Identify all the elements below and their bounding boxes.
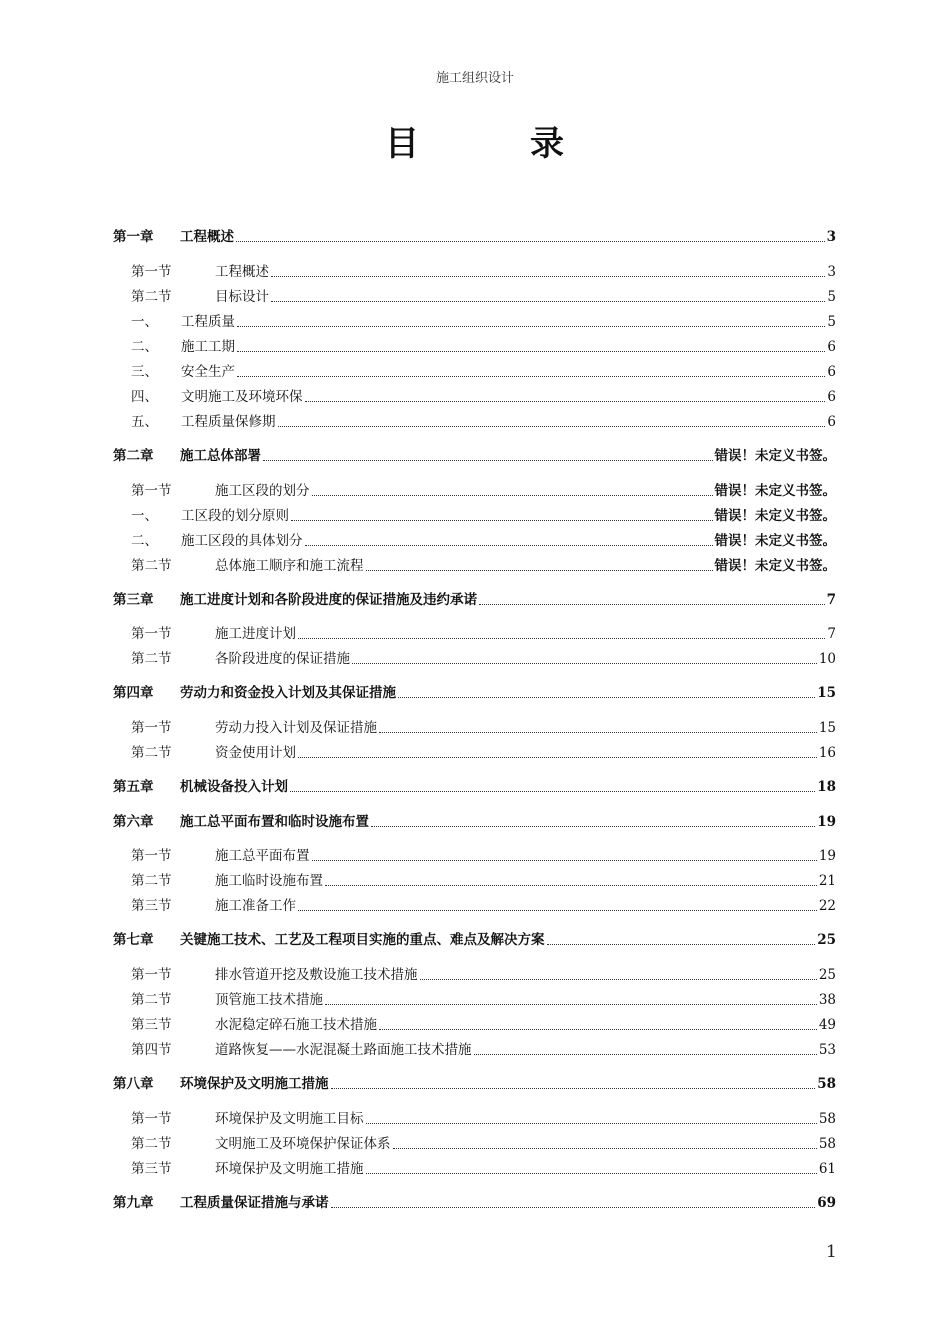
toc-chapter-row[interactable]	[113, 777, 836, 797]
toc-number: 第五章	[113, 779, 154, 795]
toc-title: 排水管道开挖及敷设施工技术措施	[215, 967, 418, 983]
toc-section-row[interactable]	[131, 846, 836, 866]
toc-number: 第一节	[131, 483, 172, 499]
toc-number: 四、	[131, 389, 158, 405]
toc-section-row[interactable]	[131, 896, 836, 916]
toc-title: 道路恢复——水泥混凝土路面施工技术措施	[215, 1042, 472, 1058]
toc-chapter-row[interactable]	[113, 590, 836, 610]
toc-section-row[interactable]	[131, 1040, 836, 1060]
toc-number: 第二节	[131, 745, 172, 761]
toc-page-number: 49	[818, 1017, 836, 1033]
toc-title: 施工总体部署	[180, 448, 261, 464]
toc-section-row[interactable]	[131, 556, 836, 576]
dot-leader	[290, 791, 815, 792]
toc-title: 文明施工及环境保护保证体系	[215, 1136, 391, 1152]
dot-leader	[366, 1123, 817, 1124]
toc-section-row[interactable]	[131, 871, 836, 891]
toc-chapter-row[interactable]	[113, 1074, 836, 1094]
toc-number: 第二节	[131, 651, 172, 667]
toc-section-row[interactable]	[131, 990, 836, 1010]
toc-chapter-row[interactable]	[113, 683, 836, 703]
toc-title: 工区段的划分原则	[181, 508, 289, 524]
toc-title: 关键施工技术、工艺及工程项目实施的重点、难点及解决方案	[180, 932, 545, 948]
toc-page-number: 18	[817, 779, 836, 795]
toc-title: 施工准备工作	[215, 898, 296, 914]
toc-number: 第九章	[113, 1195, 154, 1211]
toc-title: 施工区段的划分	[215, 483, 310, 499]
toc-title: 资金使用计划	[215, 745, 296, 761]
toc-number: 第六章	[113, 814, 154, 830]
toc-title: 工程质量保证措施与承诺	[180, 1195, 329, 1211]
toc-item-row[interactable]	[131, 387, 836, 407]
toc-page-number: 错误！未定义书签。	[714, 558, 836, 574]
toc-chapter-row[interactable]	[113, 812, 836, 832]
toc-title: 施工进度计划和各阶段进度的保证措施及违约承诺	[180, 592, 477, 608]
toc-title: 环境保护及文明施工措施	[180, 1076, 329, 1092]
dot-leader	[305, 545, 713, 546]
toc-title: 文明施工及环境环保	[181, 389, 303, 405]
dot-leader	[237, 351, 825, 352]
dot-leader	[237, 376, 825, 377]
toc-chapter-row[interactable]	[113, 930, 836, 950]
toc-title: 施工区段的具体划分	[181, 533, 303, 549]
dot-leader	[420, 979, 817, 980]
toc-page-number: 16	[818, 745, 836, 761]
toc-number: 三、	[131, 364, 158, 380]
toc-number: 一、	[131, 508, 158, 524]
toc-section-row[interactable]	[131, 1015, 836, 1035]
toc-section-row[interactable]	[131, 1109, 836, 1129]
dot-leader	[305, 401, 826, 402]
toc-number: 第一节	[131, 264, 172, 280]
dot-leader	[325, 1004, 817, 1005]
toc-section-row[interactable]	[131, 1134, 836, 1154]
dot-leader	[325, 885, 817, 886]
toc-number: 第一节	[131, 1111, 172, 1127]
dot-leader	[479, 604, 825, 605]
toc-page-number: 15	[818, 720, 836, 736]
toc-title: 施工总平面布置	[215, 848, 310, 864]
toc-title: 施工临时设施布置	[215, 873, 323, 889]
toc-title: 各阶段进度的保证措施	[215, 651, 350, 667]
toc-section-row[interactable]	[131, 262, 836, 282]
toc-number: 第三节	[131, 1017, 172, 1033]
toc-page-number: 19	[818, 848, 836, 864]
toc-page-number: 3	[827, 264, 836, 280]
toc-title: 目标设计	[215, 289, 269, 305]
dot-leader	[271, 276, 825, 277]
toc-page-number: 53	[818, 1042, 836, 1058]
toc-number: 第四章	[113, 685, 154, 701]
toc-number: 第二节	[131, 558, 172, 574]
toc-page-number: 19	[817, 814, 836, 830]
toc-title: 工程概述	[180, 229, 234, 245]
toc-page-number: 69	[817, 1195, 836, 1211]
title-char-left: 目	[385, 124, 420, 164]
toc-page-number: 7	[827, 626, 836, 642]
toc-chapter-row[interactable]	[113, 1193, 836, 1213]
toc-section-row[interactable]	[131, 718, 836, 738]
toc-page-number: 错误！未定义书签。	[714, 448, 836, 464]
dot-leader	[298, 638, 825, 639]
toc-page-number: 错误！未定义书签。	[714, 508, 836, 524]
toc-number: 第二节	[131, 1136, 172, 1152]
toc-number: 一、	[131, 314, 158, 330]
toc-title: 工程质量	[181, 314, 235, 330]
toc-page-number: 38	[818, 992, 836, 1008]
dot-leader	[331, 1207, 816, 1208]
toc-number: 第一节	[131, 720, 172, 736]
toc-page-number: 58	[817, 1076, 836, 1092]
toc-title: 工程质量保修期	[181, 414, 276, 430]
toc-page-number: 10	[818, 651, 836, 667]
toc-page-number: 25	[818, 967, 836, 983]
dot-leader	[271, 301, 825, 302]
toc-chapter-row[interactable]	[113, 227, 836, 247]
dot-leader	[312, 495, 713, 496]
toc-title: 工程概述	[215, 264, 269, 280]
toc-number: 第一节	[131, 626, 172, 642]
toc-section-row[interactable]	[131, 481, 836, 501]
toc-title: 顶管施工技术措施	[215, 992, 323, 1008]
toc-number: 第七章	[113, 932, 154, 948]
toc-title: 施工进度计划	[215, 626, 296, 642]
toc-chapter-row[interactable]	[113, 446, 836, 466]
toc-item-row[interactable]	[131, 531, 836, 551]
toc-number: 第三章	[113, 592, 154, 608]
toc-title: 劳动力投入计划及保证措施	[215, 720, 377, 736]
dot-leader	[379, 1029, 817, 1030]
toc-page-number: 25	[817, 932, 836, 948]
toc-number: 第一节	[131, 848, 172, 864]
dot-leader	[263, 460, 713, 461]
running-header: 施工组织设计	[435, 71, 514, 86]
title-char-right: 录	[530, 124, 565, 164]
toc-item-row[interactable]	[131, 506, 836, 526]
toc-number: 二、	[131, 533, 158, 549]
toc-page-number: 15	[817, 685, 836, 701]
dot-leader	[278, 426, 826, 427]
toc-number: 第四节	[131, 1042, 172, 1058]
dot-leader	[298, 910, 817, 911]
toc-page-number: 5	[827, 314, 836, 330]
toc-title: 劳动力和资金投入计划及其保证措施	[180, 685, 396, 701]
toc-page-number: 58	[818, 1111, 836, 1127]
page-title	[0, 116, 950, 165]
toc-item-row[interactable]	[131, 412, 836, 432]
toc-number: 第二章	[113, 448, 154, 464]
toc-page-number: 5	[827, 289, 836, 305]
toc-section-row[interactable]	[131, 1159, 836, 1179]
toc-number: 第三节	[131, 898, 172, 914]
toc-page-number: 22	[818, 898, 836, 914]
toc-section-row[interactable]	[131, 649, 836, 669]
toc-page-number: 6	[827, 414, 836, 430]
dot-leader	[366, 570, 713, 571]
dot-leader	[474, 1054, 817, 1055]
toc-number: 五、	[131, 414, 158, 430]
toc-page-number: 58	[818, 1136, 836, 1152]
toc-number: 第一节	[131, 967, 172, 983]
toc-title: 环境保护及文明施工措施	[215, 1161, 364, 1177]
dot-leader	[331, 1088, 816, 1089]
toc-section-row[interactable]	[131, 965, 836, 985]
toc-section-row[interactable]	[131, 624, 836, 644]
toc-title: 水泥稳定碎石施工技术措施	[215, 1017, 377, 1033]
toc-number: 二、	[131, 339, 158, 355]
toc-number: 第二节	[131, 992, 172, 1008]
toc-number: 第二节	[131, 289, 172, 305]
toc-title: 总体施工顺序和施工流程	[215, 558, 364, 574]
toc-number: 第一章	[113, 229, 154, 245]
dot-leader	[366, 1173, 817, 1174]
dot-leader	[352, 663, 817, 664]
dot-leader	[291, 520, 713, 521]
toc-title: 安全生产	[181, 364, 235, 380]
toc-page-number: 6	[827, 364, 836, 380]
dot-leader	[547, 944, 816, 945]
dot-leader	[398, 697, 815, 698]
toc-page-number: 错误！未定义书签。	[714, 533, 836, 549]
page-number: 1	[826, 1242, 837, 1262]
toc-title: 环境保护及文明施工目标	[215, 1111, 364, 1127]
dot-leader	[379, 732, 817, 733]
toc-section-row[interactable]	[131, 743, 836, 763]
toc-item-row[interactable]	[131, 312, 836, 332]
toc-page-number: 7	[826, 592, 836, 608]
toc-title: 施工总平面布置和临时设施布置	[180, 814, 369, 830]
toc-page-number: 61	[818, 1161, 836, 1177]
toc-page-number: 6	[827, 389, 836, 405]
toc-page-number: 错误！未定义书签。	[714, 483, 836, 499]
toc-number: 第三节	[131, 1161, 172, 1177]
dot-leader	[393, 1148, 817, 1149]
dot-leader	[237, 326, 825, 327]
toc-page-number: 6	[827, 339, 836, 355]
dot-leader	[236, 241, 825, 242]
toc-title: 施工工期	[181, 339, 235, 355]
dot-leader	[312, 860, 817, 861]
toc-item-row[interactable]	[131, 337, 836, 357]
toc-section-row[interactable]	[131, 287, 836, 307]
dot-leader	[371, 826, 815, 827]
toc-item-row[interactable]	[131, 362, 836, 382]
toc-page-number: 21	[818, 873, 836, 889]
toc-title: 机械设备投入计划	[180, 779, 288, 795]
toc-number: 第八章	[113, 1076, 154, 1092]
toc-number: 第二节	[131, 873, 172, 889]
dot-leader	[298, 757, 817, 758]
toc-page-number: 3	[826, 229, 836, 245]
